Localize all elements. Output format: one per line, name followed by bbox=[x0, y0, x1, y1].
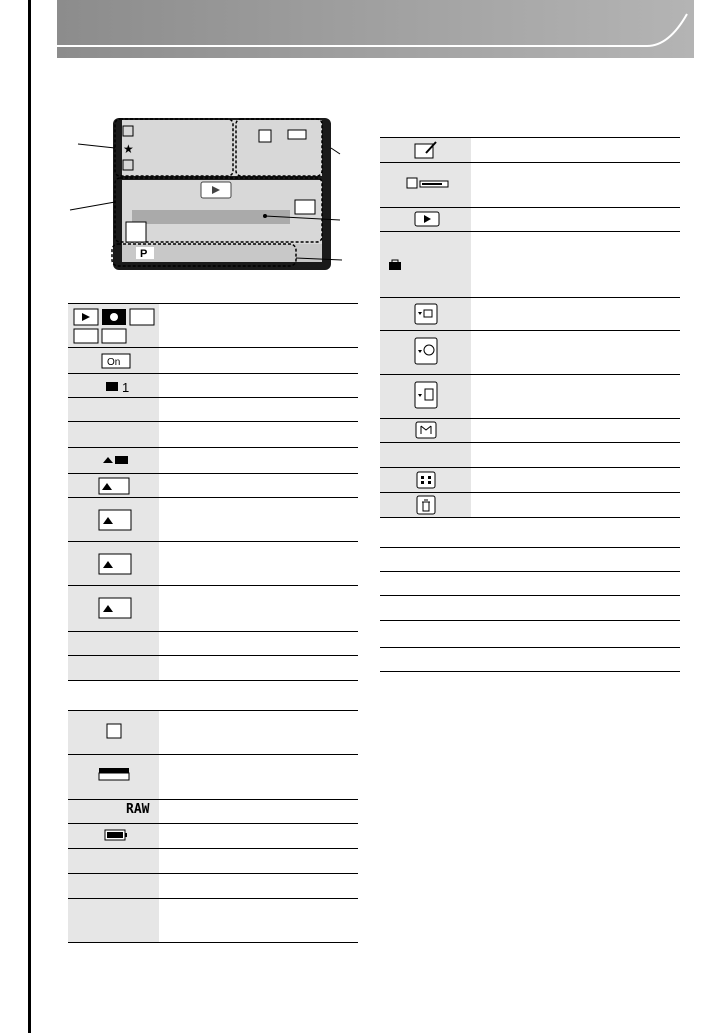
silent-icon bbox=[415, 421, 437, 439]
raw-label: RAW bbox=[126, 802, 150, 817]
svg-text:★: ★ bbox=[123, 142, 134, 156]
group-timer-icon bbox=[414, 337, 438, 365]
group-focus-icon bbox=[414, 381, 438, 409]
delete-icon bbox=[416, 495, 436, 515]
print-count-icon bbox=[102, 377, 134, 395]
focus-stack-group-icon bbox=[98, 597, 132, 619]
edit-icon bbox=[414, 141, 438, 159]
movie-arrow-icon bbox=[101, 451, 131, 467]
burst-group-icon bbox=[98, 509, 132, 531]
panorama-arrow-icon bbox=[98, 477, 130, 495]
right-table bbox=[380, 137, 680, 672]
group-burst-icon bbox=[414, 303, 438, 325]
self-timer-group-icon bbox=[98, 553, 132, 575]
travel-bag-icon bbox=[388, 259, 402, 271]
grid-icon bbox=[416, 471, 436, 489]
svg-text:P: P bbox=[140, 248, 148, 260]
svg-text:On: On bbox=[107, 357, 121, 368]
svg-text:1: 1 bbox=[122, 380, 130, 395]
burst-progress-icon bbox=[406, 177, 450, 191]
play-button-icon bbox=[414, 211, 440, 227]
size-box-icon bbox=[106, 723, 122, 739]
header-banner bbox=[57, 0, 694, 58]
battery-icon bbox=[104, 829, 128, 841]
key-column bbox=[68, 710, 159, 943]
playback-mode-icons bbox=[72, 307, 156, 345]
quality-bar-icon bbox=[98, 767, 130, 781]
left-table bbox=[68, 303, 358, 943]
key-column bbox=[380, 137, 471, 517]
left-margin-rule bbox=[28, 0, 31, 1033]
screen-diagram bbox=[60, 110, 350, 280]
protect-icon bbox=[101, 353, 131, 369]
